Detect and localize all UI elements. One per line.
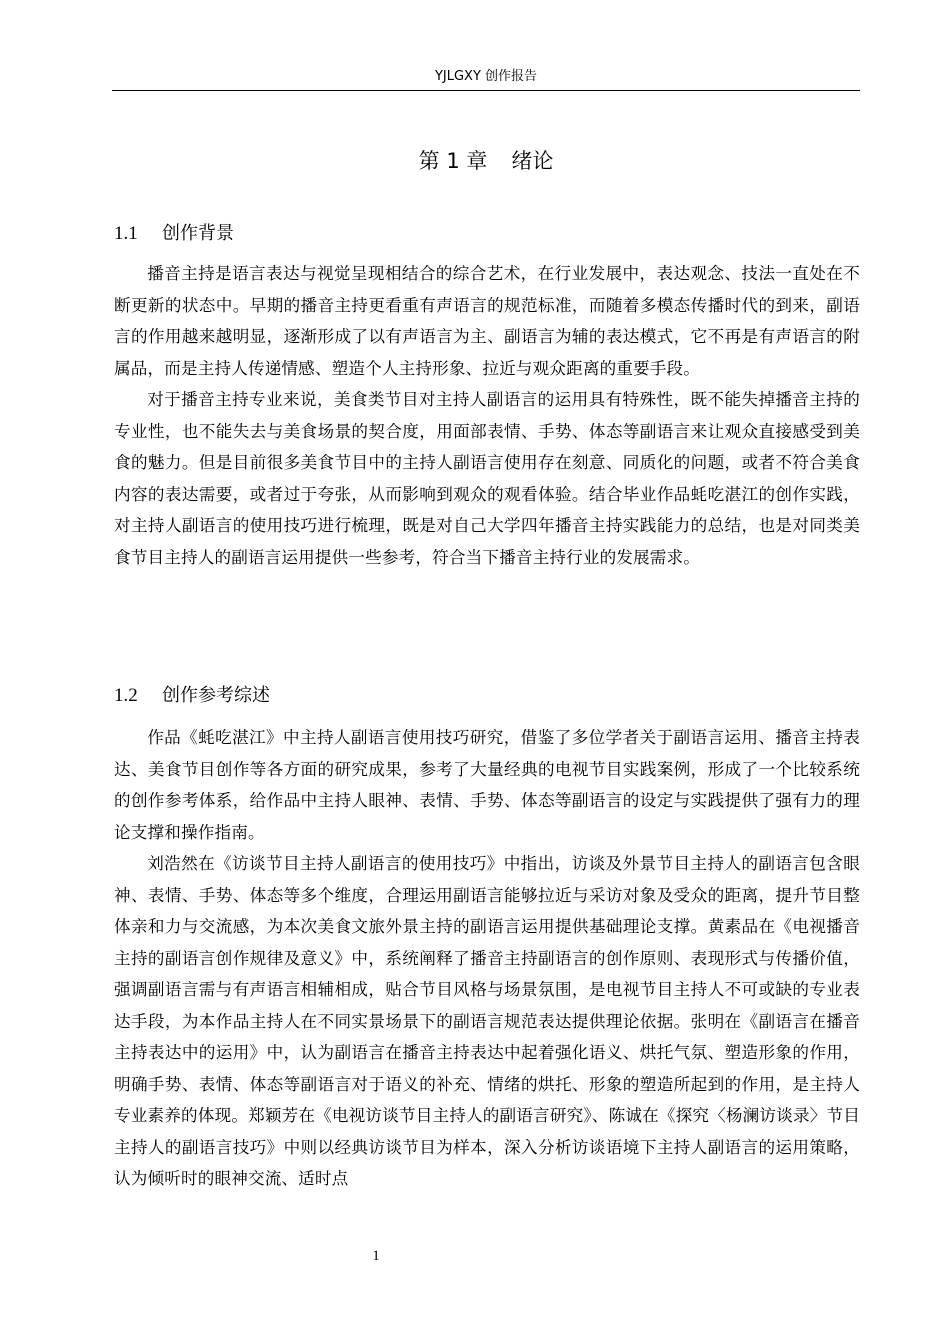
- section-1-2-body: [114, 722, 860, 1195]
- chapter-name: 绪论: [511, 149, 554, 173]
- page-header: YJLGXY 创作报告: [434, 69, 538, 84]
- header-divider: [112, 90, 860, 91]
- page-number: 1: [372, 1248, 380, 1264]
- chapter-title: [112, 144, 860, 178]
- section-title: 创作背景: [162, 223, 234, 244]
- paragraph: 作品《蚝吃湛江》中主持人副语言使用技巧研究，借鉴了多位学者关于副语言运用、播音主持表达、美食节目创作等各方面的研究成果，参考了大量经典的电视节目实践案例，形成了一个比较系统的创作参考体系，给作品中主持人眼神、表情、手势、体态等副语言的设定与实践提供了强有力的理论支撑和操作指南。: [114, 728, 860, 842]
- section-heading-1-2: [114, 680, 860, 712]
- section-heading-1-1: [114, 218, 860, 250]
- chapter-number: 第 1 章: [418, 149, 488, 173]
- section-number: 1.2: [114, 685, 138, 706]
- paragraph: 播音主持是语言表达与视觉呈现相结合的综合艺术，在行业发展中，表达观念、技法一直处在不断更新的状态中。早期的播音主持更看重有声语言的规范标准，而随着多模态传播时代的到来，副语言的作用越来越明显，逐渐形成了以有声语言为主、副语言为辅的表达模式，它不再是有声语言的附属品，而是主持人传递情感、塑造个人主持形象、拉近与观众距离的重要手段。: [114, 264, 860, 378]
- paragraph: 对于播音主持专业来说，美食类节目对主持人副语言的运用具有特殊性，既不能失掉播音主持的专业性，也不能失去与美食场景的契合度，用面部表情、手势、体态等副语言来让观众直接感受到美食的魅力。但是目前很多美食节目中的主持人副语言使用存在刻意、同质化的问题，或者不符合美食内容的表达需要，或者过于夸张，从而影响到观众的观看体验。结合毕业作品蚝吃湛江的创作实践，对主持人副语言的使用技巧进行梳理，既是对自己大学四年播音主持实践能力的总结，也是对同类美食节目主持人的副语言运用提供一些参考，符合当下播音主持行业的发展需求。: [114, 390, 860, 567]
- paragraph: 刘浩然在《访谈节目主持人副语言的使用技巧》中指出，访谈及外景节目主持人的副语言包含眼神、表情、手势、体态等多个维度，合理运用副语言能够拉近与采访对象及受众的距离，提升节目整体亲和力与交流感，为本次美食文旅外景主持的副语言运用提供基础理论支撑。黄素品在《电视播音主持的副语言创作规律及意义》中，系统阐释了播音主持副语言的创作原则、表现形式与传播价值，强调副语言需与有声语言相辅相成，贴合节目风格与场景氛围，是电视节目主持人不可或缺的专业表达手段，为本作品主持人在不同实景场景下的副语言规范表达提供理论依据。张明在《副语言在播音主持表达中的运用》中，认为副语言在播音主持表达中起着强化语义、烘托气氛、塑造形象的作用，明确手势、表情、体态等副语言对于语义的补充、情绪的烘托、形象的塑造所起到的作用，是主持人专业素养的体现。郑颖芳在《电视访谈节目主持人的副语言研究》、陈诚在《探究〈杨澜访谈录〉节目主持人的副语言技巧》中则以经典访谈节目为样本，深入分析访谈语境下主持人副语言的运用策略，认为倾听时的眼神交流、适时点: [114, 854, 860, 1188]
- section-title: 创作参考综述: [162, 685, 270, 706]
- section-number: 1.1: [114, 223, 138, 244]
- section-1-1-body: [114, 258, 860, 573]
